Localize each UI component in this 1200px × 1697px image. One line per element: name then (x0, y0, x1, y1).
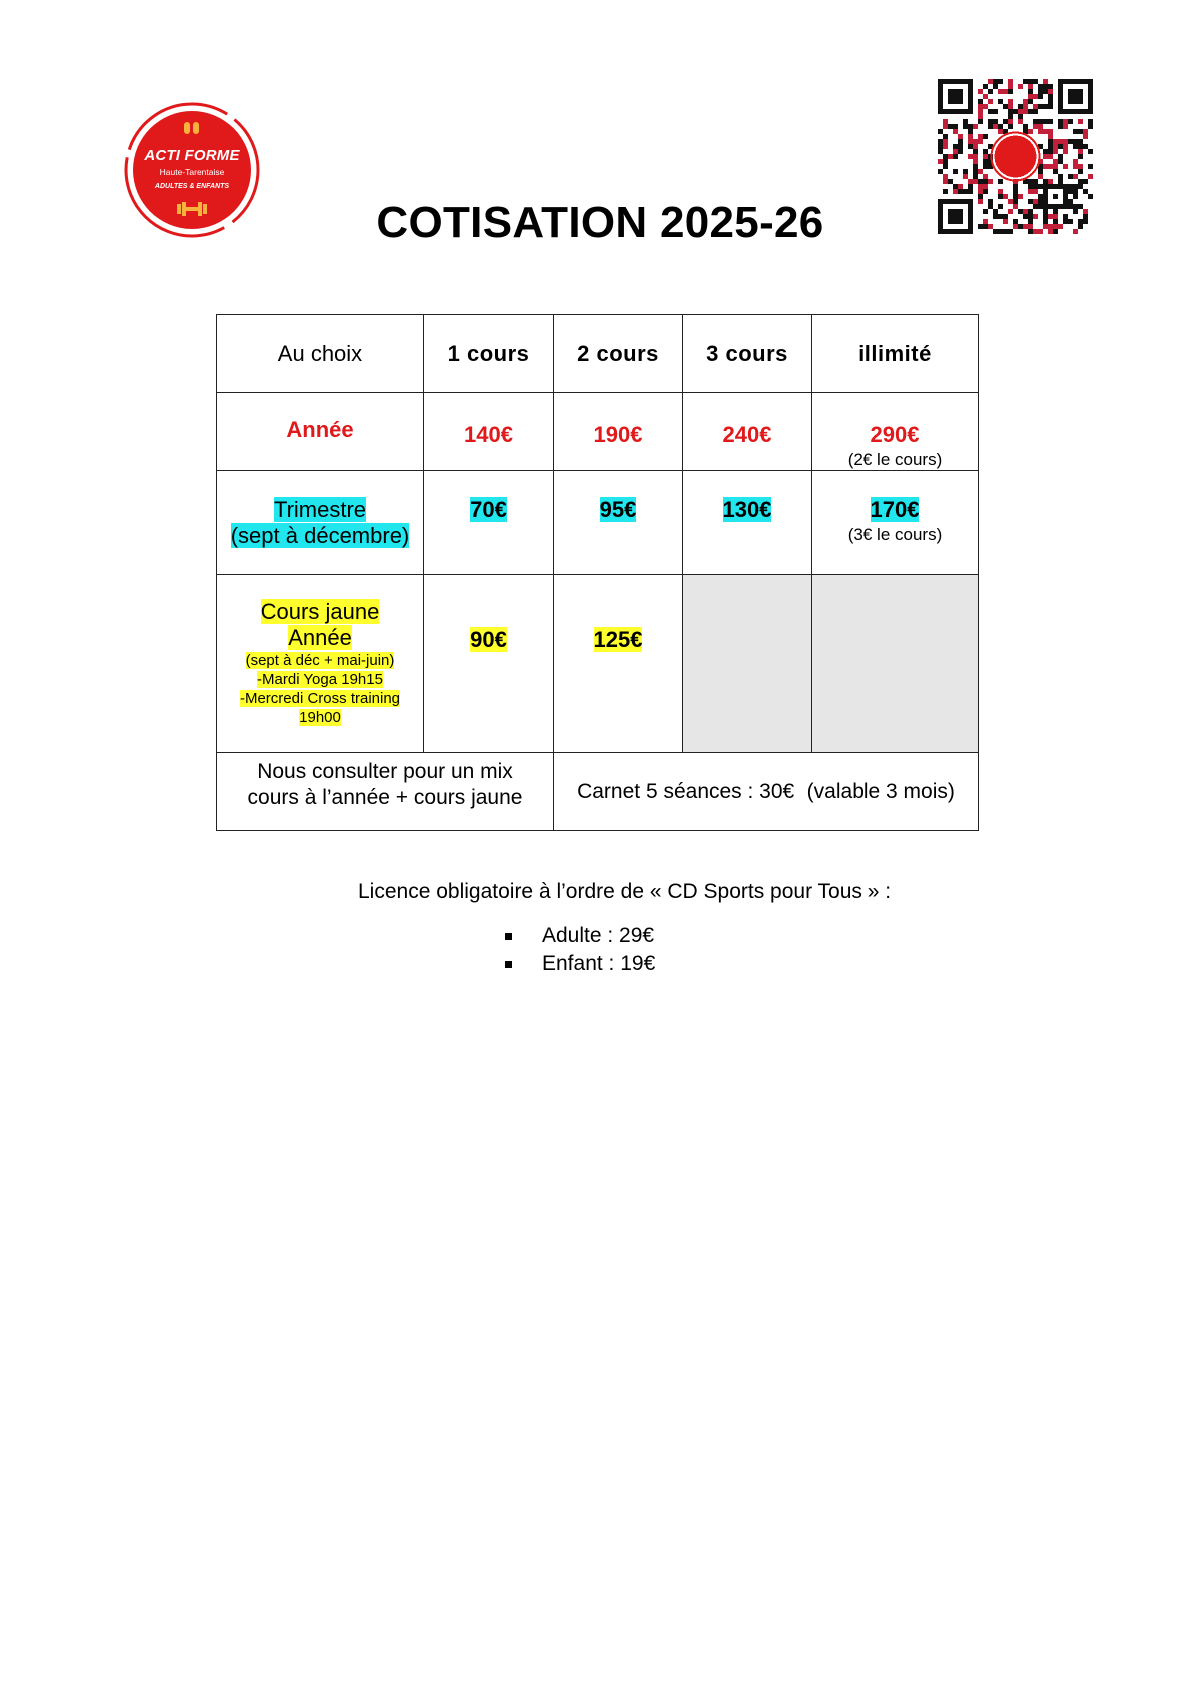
pricing-table (216, 314, 979, 831)
header-illimite: illimité (812, 315, 979, 393)
licence-list (505, 922, 655, 978)
table-footer-row (217, 753, 979, 831)
table-row-annee (217, 393, 979, 471)
licence-enfant: Enfant : 19€ (542, 952, 656, 975)
carnet-info (554, 753, 979, 831)
table-row-cours-jaune (217, 575, 979, 753)
annee-note: (2€ le cours) (847, 450, 943, 469)
qr-code-icon (938, 79, 1093, 234)
header-3-cours: 3 cours (683, 315, 812, 393)
row-label-trimestre: Trimestre (sept à décembre) (217, 471, 424, 575)
header-au-choix: Au choix (217, 315, 424, 393)
price-trimestre-1: 70€ (424, 471, 554, 575)
table-row-trimestre (217, 471, 979, 575)
carnet-price: Carnet 5 séances : 30€ (577, 779, 795, 803)
logo-name: ACTI FORME (144, 147, 240, 164)
price-annee-1: 140€ (424, 393, 554, 471)
carnet-validity: (valable 3 mois) (806, 779, 955, 803)
price-annee-3: 240€ (683, 393, 812, 471)
logo-region: Haute-Tarentaise (159, 167, 225, 177)
licence-text: Licence obligatoire à l’ordre de « CD Sports pour Tous » : (358, 880, 892, 903)
price-jaune-1: 90€ (424, 575, 554, 753)
price-jaune-2: 125€ (554, 575, 683, 753)
price-annee-2: 190€ (554, 393, 683, 471)
price-trimestre-2: 95€ (554, 471, 683, 575)
trimestre-note: (3€ le cours) (847, 525, 943, 544)
qr-code (938, 79, 1093, 234)
price-trimestre-illimite: 170€ (3€ le cours) (812, 471, 979, 575)
empty-cell-illimite (812, 575, 979, 753)
header-1-cours: 1 cours (424, 315, 554, 393)
list-item (505, 950, 655, 978)
header-2-cours: 2 cours (554, 315, 683, 393)
logo-subtitle: ADULTES & ENFANTS (154, 183, 230, 190)
bullet-icon (505, 961, 512, 968)
price-annee-illimite: 290€ (2€ le cours) (812, 393, 979, 471)
licence-adulte: Adulte : 29€ (542, 924, 655, 947)
bullet-icon (505, 933, 512, 940)
row-label-cours-jaune: Cours jaune Année (sept à déc + mai-juin) -Mardi Yoga 19h15 -Mercredi Cross training 19h00 (217, 575, 424, 753)
row-label-annee: Année (217, 393, 424, 471)
table-header-row (217, 315, 979, 393)
list-item (505, 922, 655, 950)
price-trimestre-3: 130€ (683, 471, 812, 575)
empty-cell-3 (683, 575, 812, 753)
mix-info: Nous consulter pour un mix cours à l’année + cours jaune (217, 753, 554, 831)
acti-forme-logo (122, 100, 262, 240)
page-title: COTISATION 2025-26 (376, 198, 824, 247)
